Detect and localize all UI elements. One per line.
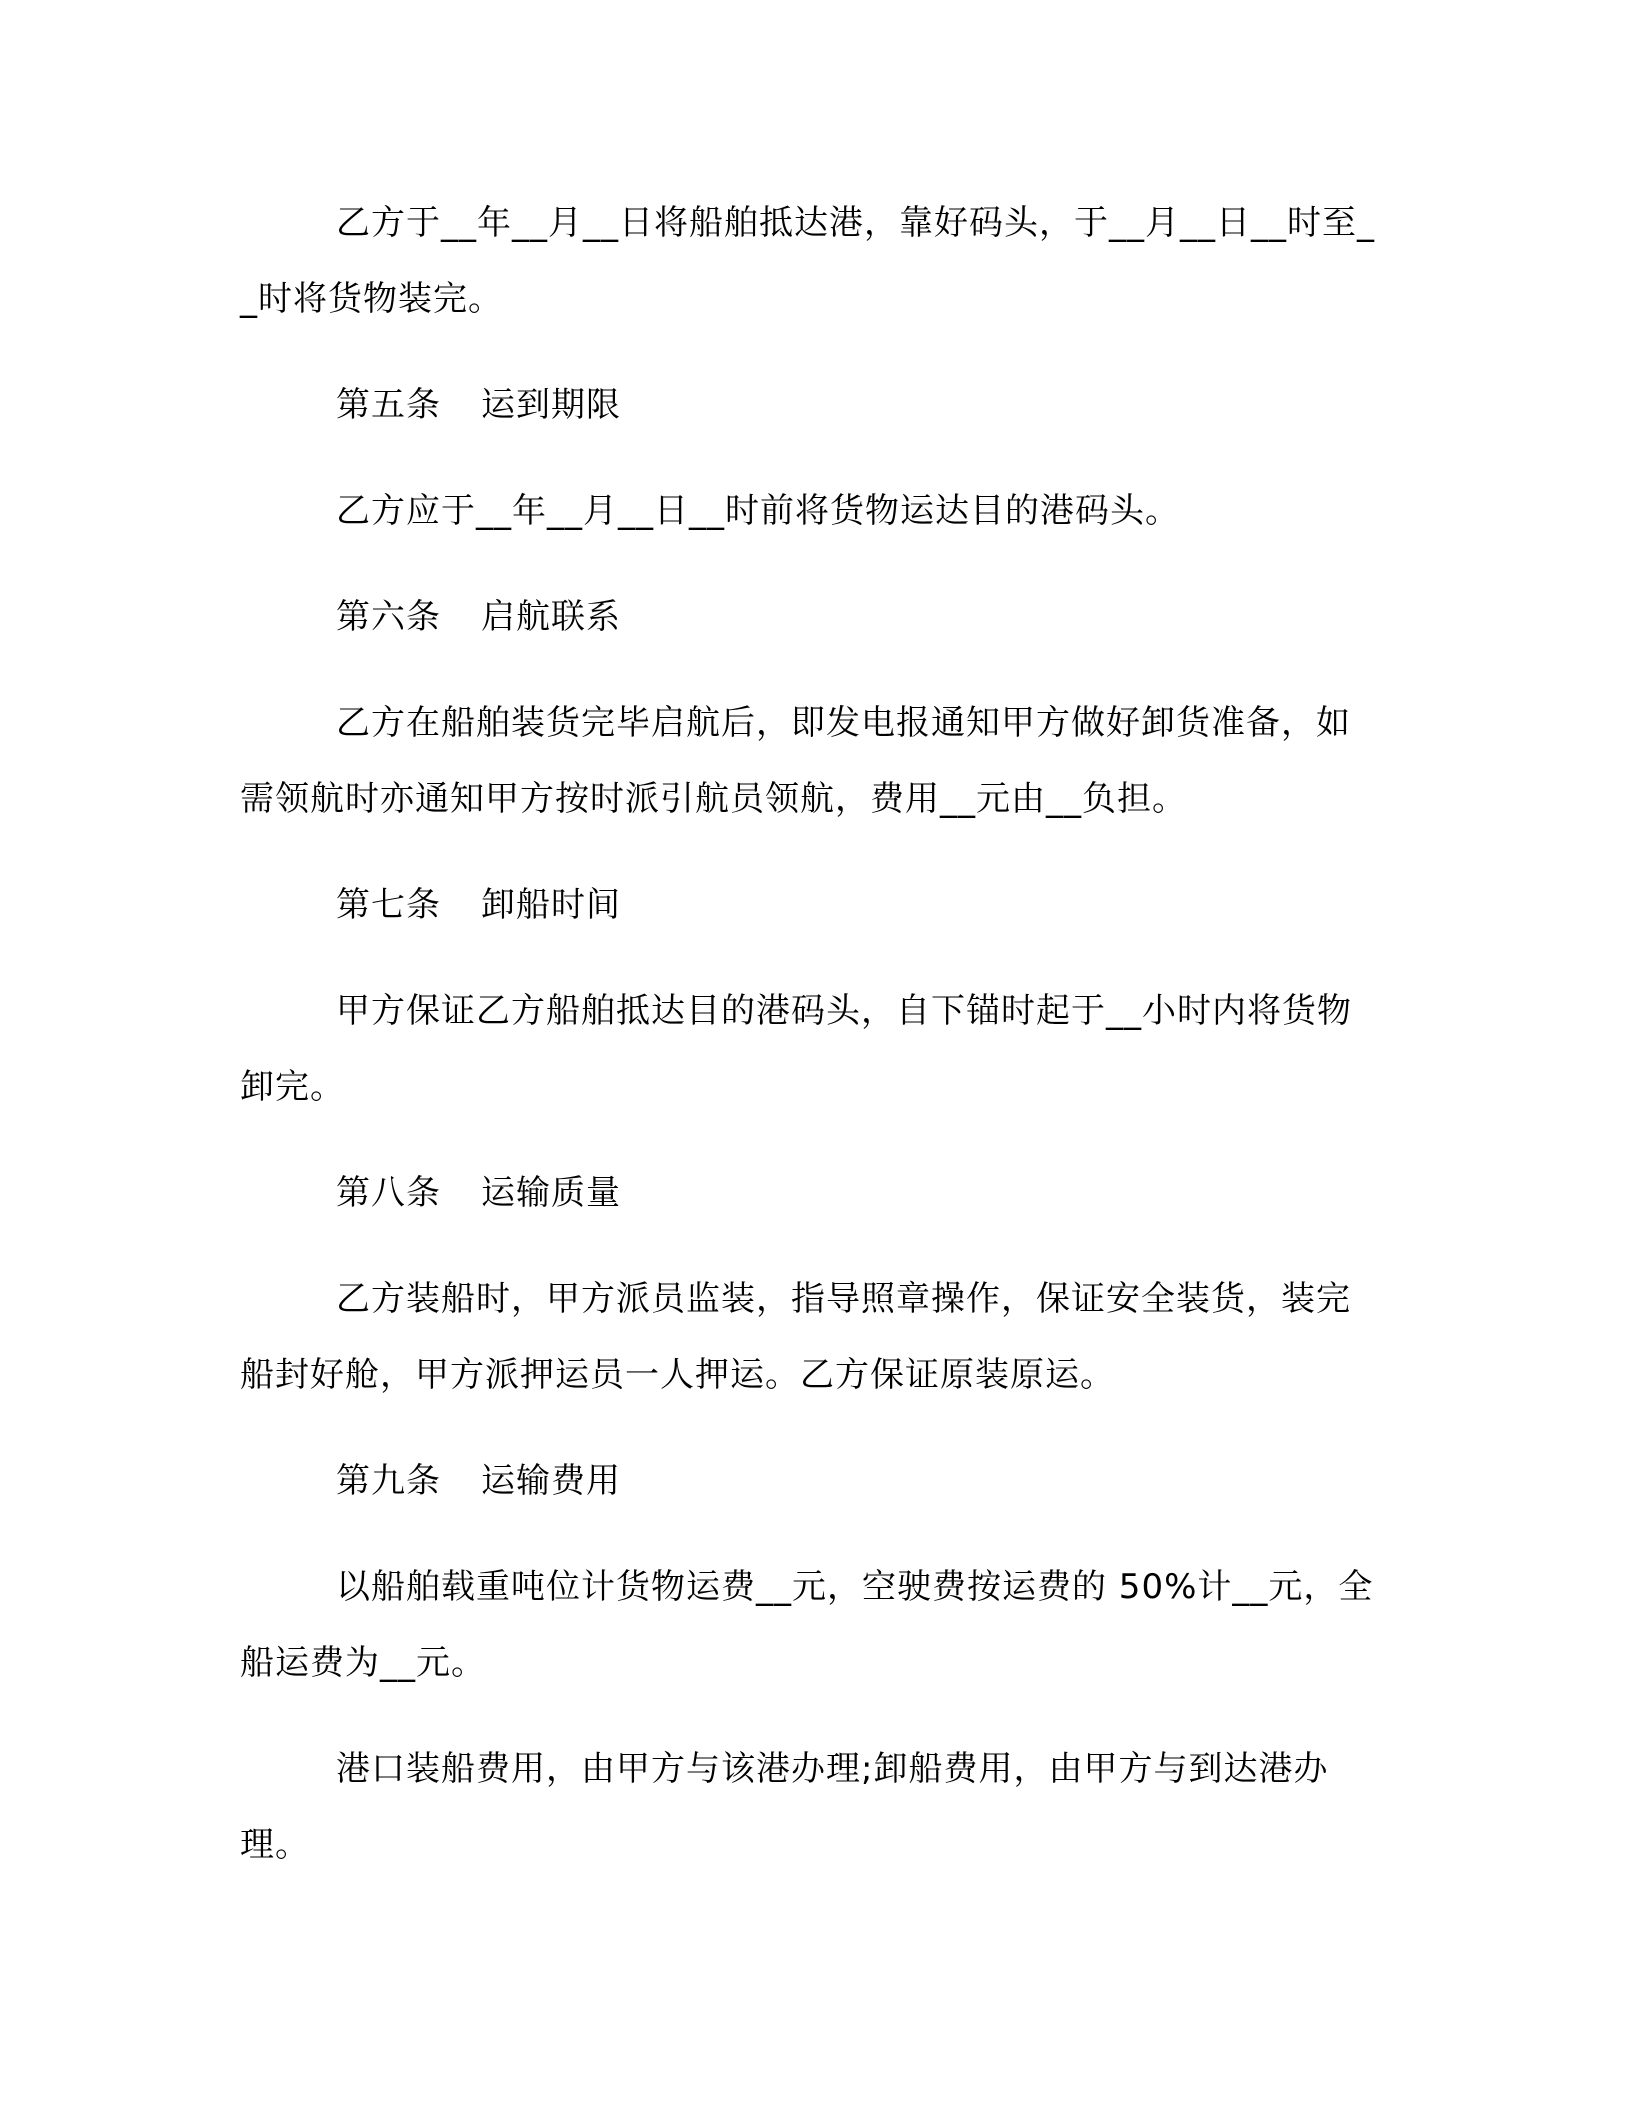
article-number: 第七条 — [336, 885, 441, 925]
article-title: 卸船时间 — [481, 885, 621, 925]
paragraph-departure-contact: 乙方在船舶装货完毕启航后，即发电报通知甲方做好卸货准备，如需领航时亦通知甲方按时派引航员领航，费用__元由__负担。 — [240, 703, 1351, 819]
article-8-heading — [240, 1155, 1380, 1231]
article-9-heading — [240, 1443, 1380, 1519]
article-5-heading — [240, 367, 1380, 443]
article-number: 第五条 — [336, 385, 441, 425]
document-page — [240, 185, 1380, 1883]
article-number: 第六条 — [336, 597, 441, 637]
paragraph-loading-time: 乙方于__年__月__日将船舶抵达港，靠好码头，于__月__日__时至__时将货物装完。 — [240, 203, 1375, 319]
paragraph-arrival-deadline: 乙方应于__年__月__日__时前将货物运达目的港码头。 — [336, 491, 1180, 531]
article-number: 第八条 — [336, 1173, 441, 1213]
article-number: 第九条 — [336, 1461, 441, 1501]
article-title: 运到期限 — [481, 385, 621, 425]
paragraph-transport-quality: 乙方装船时，甲方派员监装，指导照章操作，保证安全装货，装完船封好舱，甲方派押运员一人押运。乙方保证原装原运。 — [240, 1279, 1351, 1395]
article-6-heading — [240, 579, 1380, 655]
article-title: 启航联系 — [481, 597, 621, 637]
article-title: 运输质量 — [481, 1173, 621, 1213]
paragraph-freight-cost: 以船舶载重吨位计货物运费__元，空驶费按运费的 50%计__元，全船运费为__元。 — [240, 1567, 1374, 1683]
paragraph-port-fees: 港口装船费用，由甲方与该港办理;卸船费用，由甲方与到达港办理。 — [240, 1749, 1329, 1865]
paragraph-unloading-time: 甲方保证乙方船舶抵达目的港码头，自下锚时起于__小时内将货物卸完。 — [240, 991, 1352, 1107]
article-title: 运输费用 — [481, 1461, 621, 1501]
article-7-heading — [240, 867, 1380, 943]
